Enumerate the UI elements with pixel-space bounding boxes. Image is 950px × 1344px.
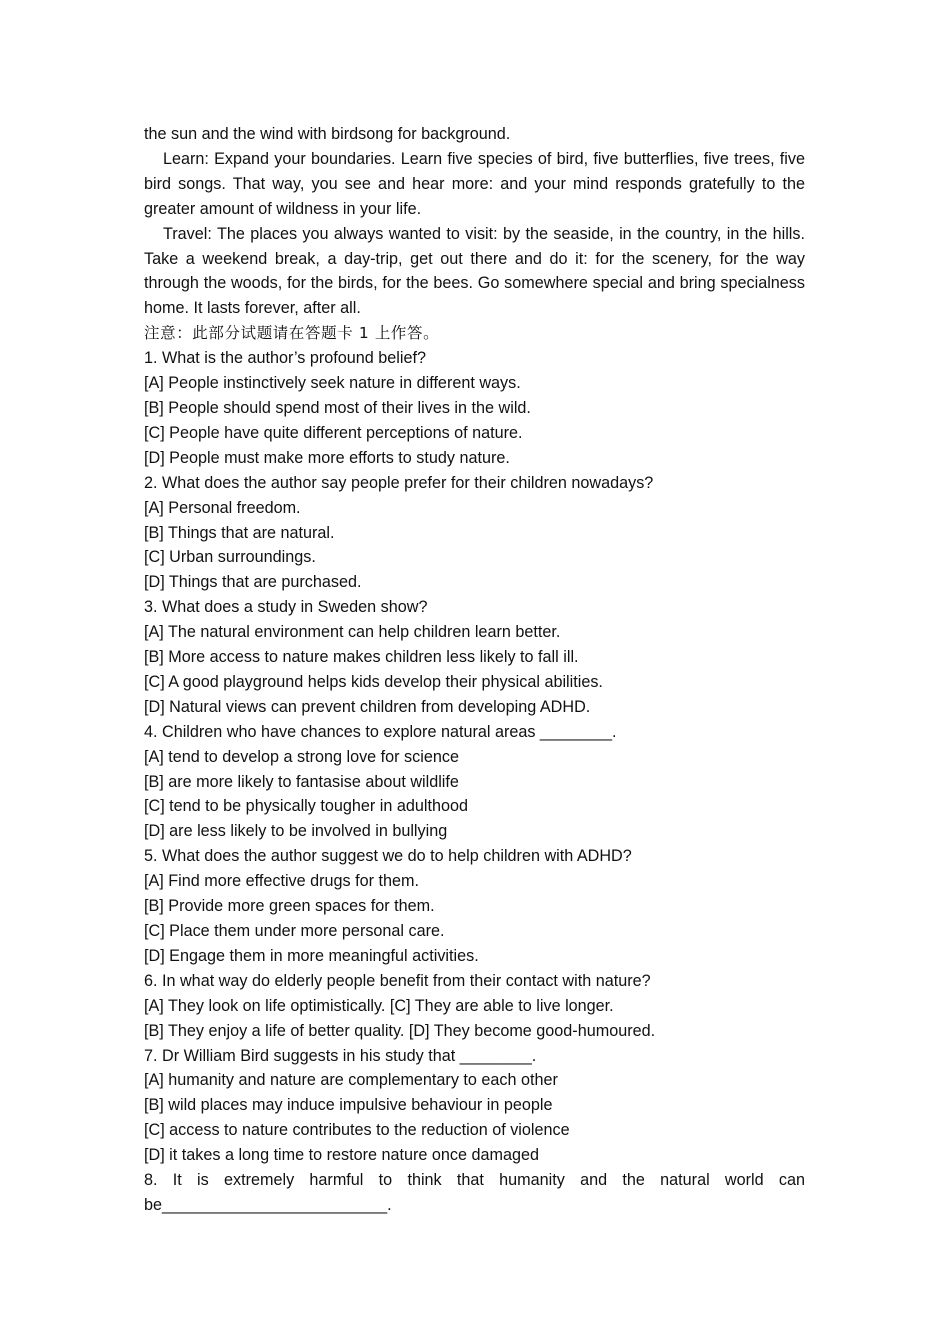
question-2 bbox=[144, 471, 805, 596]
question-5 bbox=[144, 844, 805, 969]
document-page bbox=[144, 122, 805, 1218]
option-d: [D] People must make more efforts to study nature. bbox=[144, 448, 510, 467]
option-b: [B] More access to nature makes children less likely to fall ill. bbox=[144, 648, 579, 667]
option-b: [B] are more likely to fantasise about wildlife bbox=[144, 772, 459, 791]
question-stem: 7. Dr William Bird suggests in his study that ________. bbox=[144, 1046, 537, 1065]
option-a: [A] Find more effective drugs for them. bbox=[144, 872, 420, 891]
option-b: [B] People should spend most of their lives in the wild. bbox=[144, 398, 531, 417]
option-b: [B] Provide more green spaces for them. bbox=[144, 897, 435, 916]
question-8: 8. It is extremely harmful to think that humanity and the natural world can be_________________________. bbox=[144, 1171, 805, 1214]
option-b-d: [B] They enjoy a life of better quality. [D] They become good-humoured. bbox=[144, 1021, 656, 1040]
question-stem: 5. What does the author suggest we do to help children with ADHD? bbox=[144, 847, 632, 866]
option-c: [C] People have quite different perceptions of nature. bbox=[144, 423, 523, 442]
option-b: [B] wild places may induce impulsive behaviour in people bbox=[144, 1096, 553, 1115]
question-stem: 1. What is the author’s profound belief? bbox=[144, 349, 426, 368]
option-a: [A] People instinctively seek nature in different ways. bbox=[144, 374, 521, 393]
option-c: [C] Urban surroundings. bbox=[144, 548, 316, 567]
question-4 bbox=[144, 720, 805, 845]
option-d: [D] Things that are purchased. bbox=[144, 573, 362, 592]
question-6 bbox=[144, 969, 805, 1044]
question-1 bbox=[144, 346, 805, 471]
answer-sheet-note: 注意：此部分试题请在答题卡 1 上作答。 bbox=[144, 324, 440, 343]
passage-paragraph-travel: Travel: The places you always wanted to visit: by the seaside, in the country, in the hills. Take a weekend break, a day-trip, get out there and do it: for the scenery, for the way through the woods, for the birds, for the bees. Go somewhere special and bring specialness home. It lasts forever, after all. bbox=[144, 224, 805, 318]
question-stem: 3. What does a study in Sweden show? bbox=[144, 598, 428, 617]
option-c: [C] A good playground helps kids develop their physical abilities. bbox=[144, 672, 603, 691]
question-stem: 6. In what way do elderly people benefit from their contact with nature? bbox=[144, 971, 651, 990]
passage-paragraph-learn: Learn: Expand your boundaries. Learn five species of bird, five butterflies, five trees, five bird songs. That way, you see and hear more: and your mind responds gratefully to the greater amount of wildness in your life. bbox=[144, 149, 805, 218]
question-3 bbox=[144, 595, 805, 720]
option-d: [D] Natural views can prevent children from developing ADHD. bbox=[144, 697, 591, 716]
option-a: [A] humanity and nature are complementary to each other bbox=[144, 1071, 558, 1090]
option-c: [C] access to nature contributes to the reduction of violence bbox=[144, 1121, 570, 1140]
question-7 bbox=[144, 1044, 805, 1169]
question-stem: 2. What does the author say people prefer for their children nowadays? bbox=[144, 473, 654, 492]
question-stem: 4. Children who have chances to explore natural areas ________. bbox=[144, 722, 617, 741]
option-a: [A] tend to develop a strong love for science bbox=[144, 747, 459, 766]
option-a: [A] Personal freedom. bbox=[144, 498, 301, 517]
option-b: [B] Things that are natural. bbox=[144, 523, 335, 542]
option-d: [D] are less likely to be involved in bullying bbox=[144, 822, 448, 841]
passage-paragraph-continued: the sun and the wind with birdsong for background. bbox=[144, 125, 511, 143]
option-a: [A] The natural environment can help children learn better. bbox=[144, 623, 561, 642]
option-c: [C] Place them under more personal care. bbox=[144, 922, 445, 940]
option-d: [D] Engage them in more meaningful activities. bbox=[144, 946, 479, 965]
option-c: [C] tend to be physically tougher in adulthood bbox=[144, 797, 468, 816]
option-a-c: [A] They look on life optimistically. [C] They are able to live longer. bbox=[144, 996, 614, 1015]
option-d: [D] it takes a long time to restore nature once damaged bbox=[144, 1146, 540, 1165]
